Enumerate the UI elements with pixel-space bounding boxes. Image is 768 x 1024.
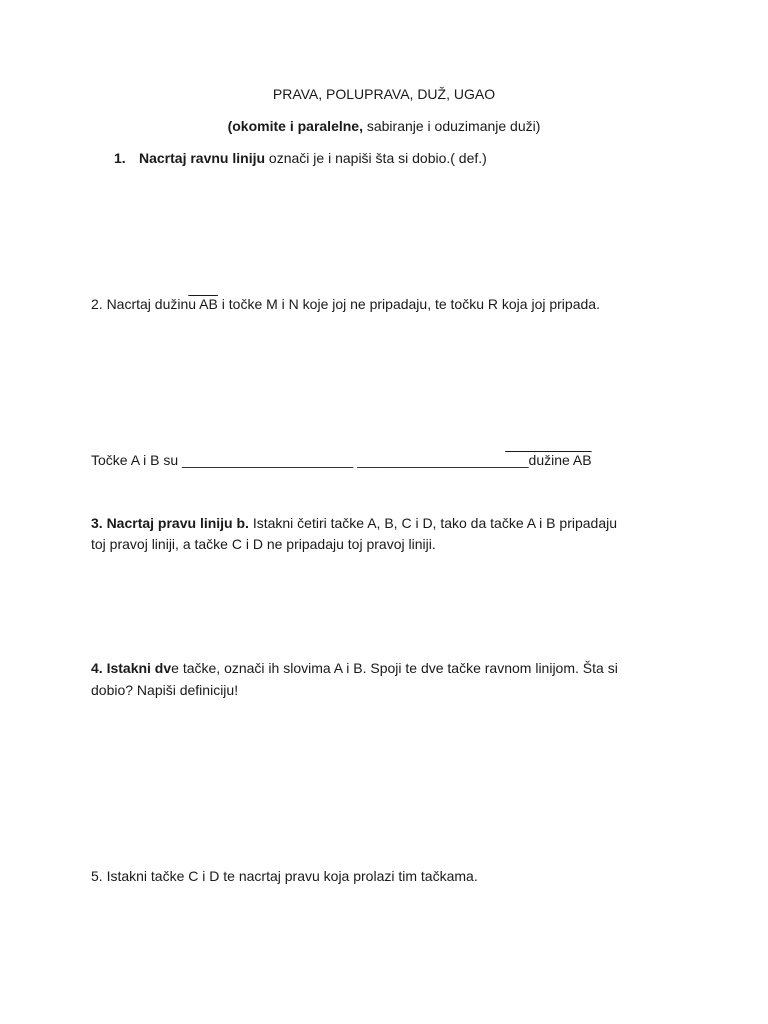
page-subtitle — [0, 118, 768, 135]
fill-in-line — [91, 452, 592, 469]
fill-in-start: Točke A i B su ______________________ ___________________ — [91, 452, 506, 468]
question-1-number: 1. — [114, 150, 126, 166]
question-3-line-1 — [91, 515, 617, 532]
question-1 — [114, 150, 487, 167]
page-title: PRAVA, POLUPRAVA, DUŽ, UGAO — [272, 86, 496, 102]
question-4-line-2: dobio? Napiši definiciju! — [91, 682, 239, 698]
question-2 — [91, 296, 600, 313]
question-4-bold: 4. Istakni dv — [91, 660, 172, 676]
question-3-text: Istakni četiri tačke A, B, C i D, tako da tačke A i B pripadaju — [248, 515, 618, 531]
question-2-segment: u AB — [188, 296, 218, 312]
fill-in-end: ___dužine AB — [505, 452, 592, 468]
question-4-line-1 — [91, 660, 618, 677]
question-4-text: e tačke, označi ih slovima A i B. Spoji te dve tačke ravnom linijom. Šta si — [171, 660, 618, 676]
subtitle-bold: (okomite i paralelne, — [227, 118, 363, 134]
question-1-bold: Nacrtaj ravnu liniju — [139, 150, 266, 166]
question-2-part3: i točke M i N koje joj ne pripadaju, te točku R koja joj pripada. — [217, 296, 600, 312]
subtitle-normal: sabiranje i oduzimanje duži) — [362, 118, 541, 134]
question-1-text: označi je i napiši šta si dobio.( def.) — [265, 150, 487, 166]
question-3-line-2: toj pravoj liniji, a tačke C i D ne pripadaju toj pravoj liniji. — [91, 536, 436, 552]
question-3-bold: 3. Nacrtaj pravu liniju b. — [91, 515, 249, 531]
question-5: 5. Istakni tačke C i D te nacrtaj pravu koja prolazi tim tačkama. — [91, 868, 478, 884]
question-2-part1: 2. Nacrtaj dužin — [91, 296, 189, 312]
